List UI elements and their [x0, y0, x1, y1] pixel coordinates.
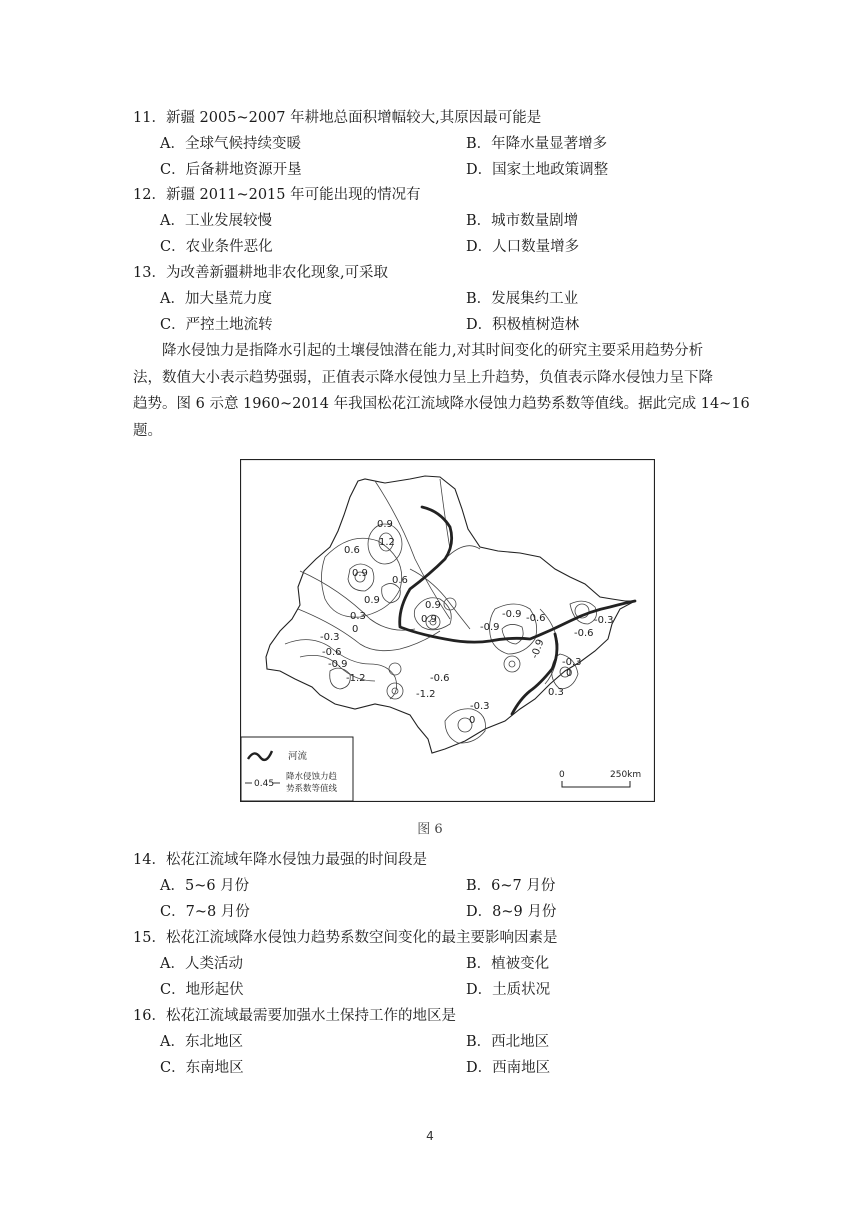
scale-zero-label: 0	[559, 770, 565, 780]
question-13-option-d: D．积极植树造林	[466, 317, 580, 333]
contour-label: 0.6	[344, 545, 360, 556]
contour-label: 0.9	[421, 614, 437, 625]
question-16-option-b: B．西北地区	[466, 1034, 550, 1050]
legend-contour-value: 0.45	[254, 779, 275, 789]
contour-label: -0.9	[529, 637, 547, 661]
scale-max-label: 250km	[610, 770, 642, 780]
question-12-option-c: C．农业条件恶化	[160, 239, 273, 255]
question-15-option-b: B．植被变化	[466, 956, 550, 972]
contour-label: -1.2	[346, 673, 366, 684]
contour-label: 0.6	[392, 575, 408, 586]
paragraph-line-2: 法，数值大小表示趋势强弱，正值表示降水侵蚀力呈上升趋势，负值表示降水侵蚀力呈下降	[133, 369, 713, 386]
contour-label: 0.9	[425, 600, 441, 611]
question-14-option-c: C．7~8 月份	[160, 904, 250, 920]
contour-label: -0.3	[470, 701, 490, 712]
page-number: 4	[426, 1129, 434, 1143]
question-13-option-a: A．加大垦荒力度	[160, 291, 272, 307]
question-14-stem: 14．松花江流域年降水侵蚀力最强的时间段是	[133, 852, 427, 868]
paragraph-line-3: 趋势。图 6 示意 1960~2014 年我国松花江流域降水侵蚀力趋势系数等值线。据此完成 14~16	[133, 396, 750, 412]
question-16-option-c: C．东南地区	[160, 1060, 244, 1076]
question-14-option-a: A．5~6 月份	[160, 878, 250, 894]
contour-label: -0.6	[574, 628, 594, 639]
question-15-option-a: A．人类活动	[160, 956, 243, 972]
paragraph-line-4: 题。	[133, 422, 162, 439]
contour-label: 0.3	[350, 611, 366, 622]
map-svg	[240, 459, 655, 802]
contour-label: -0.3	[594, 615, 614, 626]
contour-label: -0.9	[480, 622, 500, 633]
contour-label: -0.9	[502, 609, 522, 620]
figure-caption: 图 6	[417, 822, 443, 837]
contour-label: 0.9	[364, 595, 380, 606]
question-12-option-a: A．工业发展较慢	[160, 213, 272, 229]
contour-label: -0.9	[328, 659, 348, 670]
question-15-option-c: C．地形起伏	[160, 982, 244, 998]
contour-label: 0	[566, 668, 573, 679]
question-14-option-b: B．6~7 月份	[466, 878, 556, 894]
paragraph-line-1: 降水侵蚀力是指降水引起的土壤侵蚀潜在能力,对其时间变化的研究主要采用趋势分析	[162, 343, 704, 359]
question-11-option-d: D．国家土地政策调整	[466, 162, 609, 178]
contour-label: 0	[469, 715, 476, 726]
contour-label: -0.6	[322, 647, 342, 658]
figure-6-map	[240, 459, 655, 802]
question-14-option-d: D．8~9 月份	[466, 904, 557, 920]
contour-label: 1.2	[379, 537, 395, 548]
map-legend	[241, 737, 353, 801]
contour-label: 0.3	[548, 687, 564, 698]
contour-label: -0.3	[562, 657, 582, 668]
question-15-stem: 15．松花江流域降水侵蚀力趋势系数空间变化的最主要影响因素是	[133, 930, 558, 946]
legend-contour-label-2: 势系数等值线	[286, 784, 338, 794]
question-11-option-c: C．后备耕地资源开垦	[160, 162, 302, 178]
contour-label: -0.6	[430, 673, 450, 684]
question-16-option-a: A．东北地区	[160, 1034, 243, 1050]
contour-label: -1.2	[416, 689, 436, 700]
contour-label: -0.6	[526, 613, 546, 624]
question-12-option-b: B．城市数量剧增	[466, 213, 579, 229]
contour-label: 0	[352, 624, 359, 635]
question-12-stem: 12．新疆 2011~2015 年可能出现的情况有	[133, 187, 421, 203]
question-12-option-d: D．人口数量增多	[466, 239, 580, 255]
contour-label: -0.3	[320, 632, 340, 643]
question-13-option-c: C．严控土地流转	[160, 317, 273, 333]
question-13-option-b: B．发展集约工业	[466, 291, 579, 307]
question-11-stem: 11．新疆 2005~2007 年耕地总面积增幅较大,其原因最可能是	[133, 110, 542, 126]
question-16-option-d: D．西南地区	[466, 1060, 551, 1076]
legend-river-label: 河流	[288, 751, 308, 762]
contour-label: 0.9	[352, 568, 368, 579]
intro-paragraph	[133, 338, 750, 444]
contour-label: 0.9	[377, 519, 393, 530]
legend-contour-label-1: 降水侵蚀力趋	[286, 772, 338, 782]
question-15-option-d: D．土质状况	[466, 982, 551, 998]
question-13-stem: 13．为改善新疆耕地非农化现象,可采取	[133, 265, 389, 281]
question-11-option-b: B．年降水量显著增多	[466, 136, 608, 152]
question-16-stem: 16．松花江流域最需要加强水土保持工作的地区是	[133, 1008, 456, 1024]
question-11-option-a: A．全球气候持续变暖	[160, 136, 301, 152]
